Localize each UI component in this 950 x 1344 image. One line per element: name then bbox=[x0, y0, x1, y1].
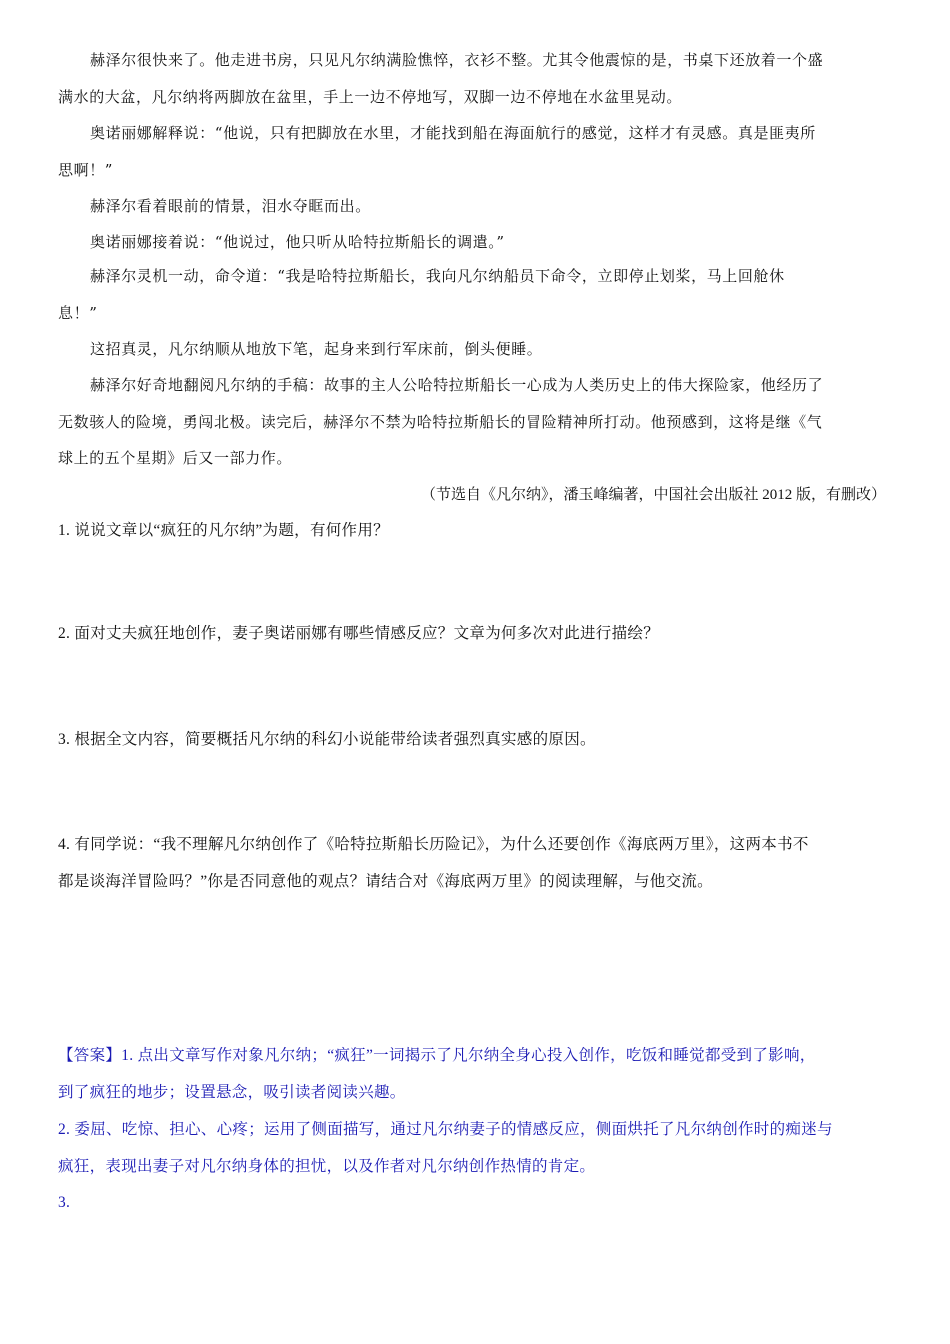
answer-line: 到了疯狂的地步；设置悬念，吸引读者阅读兴趣。 bbox=[58, 1084, 406, 1101]
passage-line: 奥诺丽娜接着说：“他说过，他只听从哈特拉斯船长的调遣。” bbox=[90, 233, 505, 251]
passage-line: 无数骇人的险境，勇闯北极。读完后，赫泽尔不禁为哈特拉斯船长的冒险精神所打动。他预感到，这将是继《气 bbox=[58, 413, 823, 431]
answer-line: 【答案】1. 点出文章写作对象凡尔纳；“疯狂”一词揭示了凡尔纳全身心投入创作，吃饭和睡觉都受到了影响， bbox=[58, 1047, 816, 1064]
question-3: 3. 根据全文内容，简要概括凡尔纳的科幻小说能带给读者强烈真实感的原因。 bbox=[58, 731, 596, 748]
source-citation: （节选自《凡尔纳》，潘玉峰编著，中国社会出版社 2012 版，有删改） bbox=[420, 487, 886, 503]
passage-line: 赫泽尔看着眼前的情景，泪水夺眶而出。 bbox=[90, 197, 371, 215]
answer-line: 3. bbox=[58, 1194, 71, 1211]
answer-line: 疯狂，表现出妻子对凡尔纳身体的担忧，以及作者对凡尔纳创作热情的肯定。 bbox=[58, 1158, 596, 1175]
question-2: 2. 面对丈夫疯狂地创作，妻子奥诺丽娜有哪些情感反应？文章为何多次对此进行描绘？ bbox=[58, 625, 660, 642]
question-1: 1. 说说文章以“疯狂的凡尔纳”为题，有何作用？ bbox=[58, 522, 389, 539]
passage-line: 这招真灵，凡尔纳顺从地放下笔，起身来到行军床前，倒头便睡。 bbox=[90, 340, 543, 358]
passage-line: 奥诺丽娜解释说：“他说，只有把脚放在水里，才能找到船在海面航行的感觉，这样才有灵感。真是匪夷所 bbox=[90, 124, 816, 142]
passage-line: 思啊！” bbox=[58, 161, 114, 179]
passage-line: 息！” bbox=[58, 304, 98, 322]
passage-line: 赫泽尔好奇地翻阅凡尔纳的手稿：故事的主人公哈特拉斯船长一心成为人类历史上的伟大探险家，他经历了 bbox=[90, 376, 824, 394]
passage-line: 球上的五个星期》后又一部力作。 bbox=[58, 449, 293, 467]
answer-line: 2. 委屈、吃惊、担心、心疼；运用了侧面描写，通过凡尔纳妻子的情感反应，侧面烘托了凡尔纳创作时的痴迷与 bbox=[58, 1121, 833, 1138]
passage-line: 赫泽尔很快来了。他走进书房，只见凡尔纳满脸憔悴，衣衫不整。尤其令他震惊的是，书桌下还放着一个盛 bbox=[90, 51, 824, 69]
question-4: 4. 有同学说：“我不理解凡尔纳创作了《哈特拉斯船长历险记》，为什么还要创作《海底两万里》，这两本书不 bbox=[58, 836, 809, 853]
passage-line: 赫泽尔灵机一动，命令道：“我是哈特拉斯船长，我向凡尔纳船员下命令，立即停止划桨，马上回舱休 bbox=[90, 267, 785, 285]
passage-line: 满水的大盆，凡尔纳将两脚放在盆里，手上一边不停地写，双脚一边不停地在水盆里晃动。 bbox=[58, 88, 683, 106]
question-4-continued: 都是谈海洋冒险吗？”你是否同意他的观点？请结合对《海底两万里》的阅读理解，与他交流。 bbox=[58, 873, 713, 890]
